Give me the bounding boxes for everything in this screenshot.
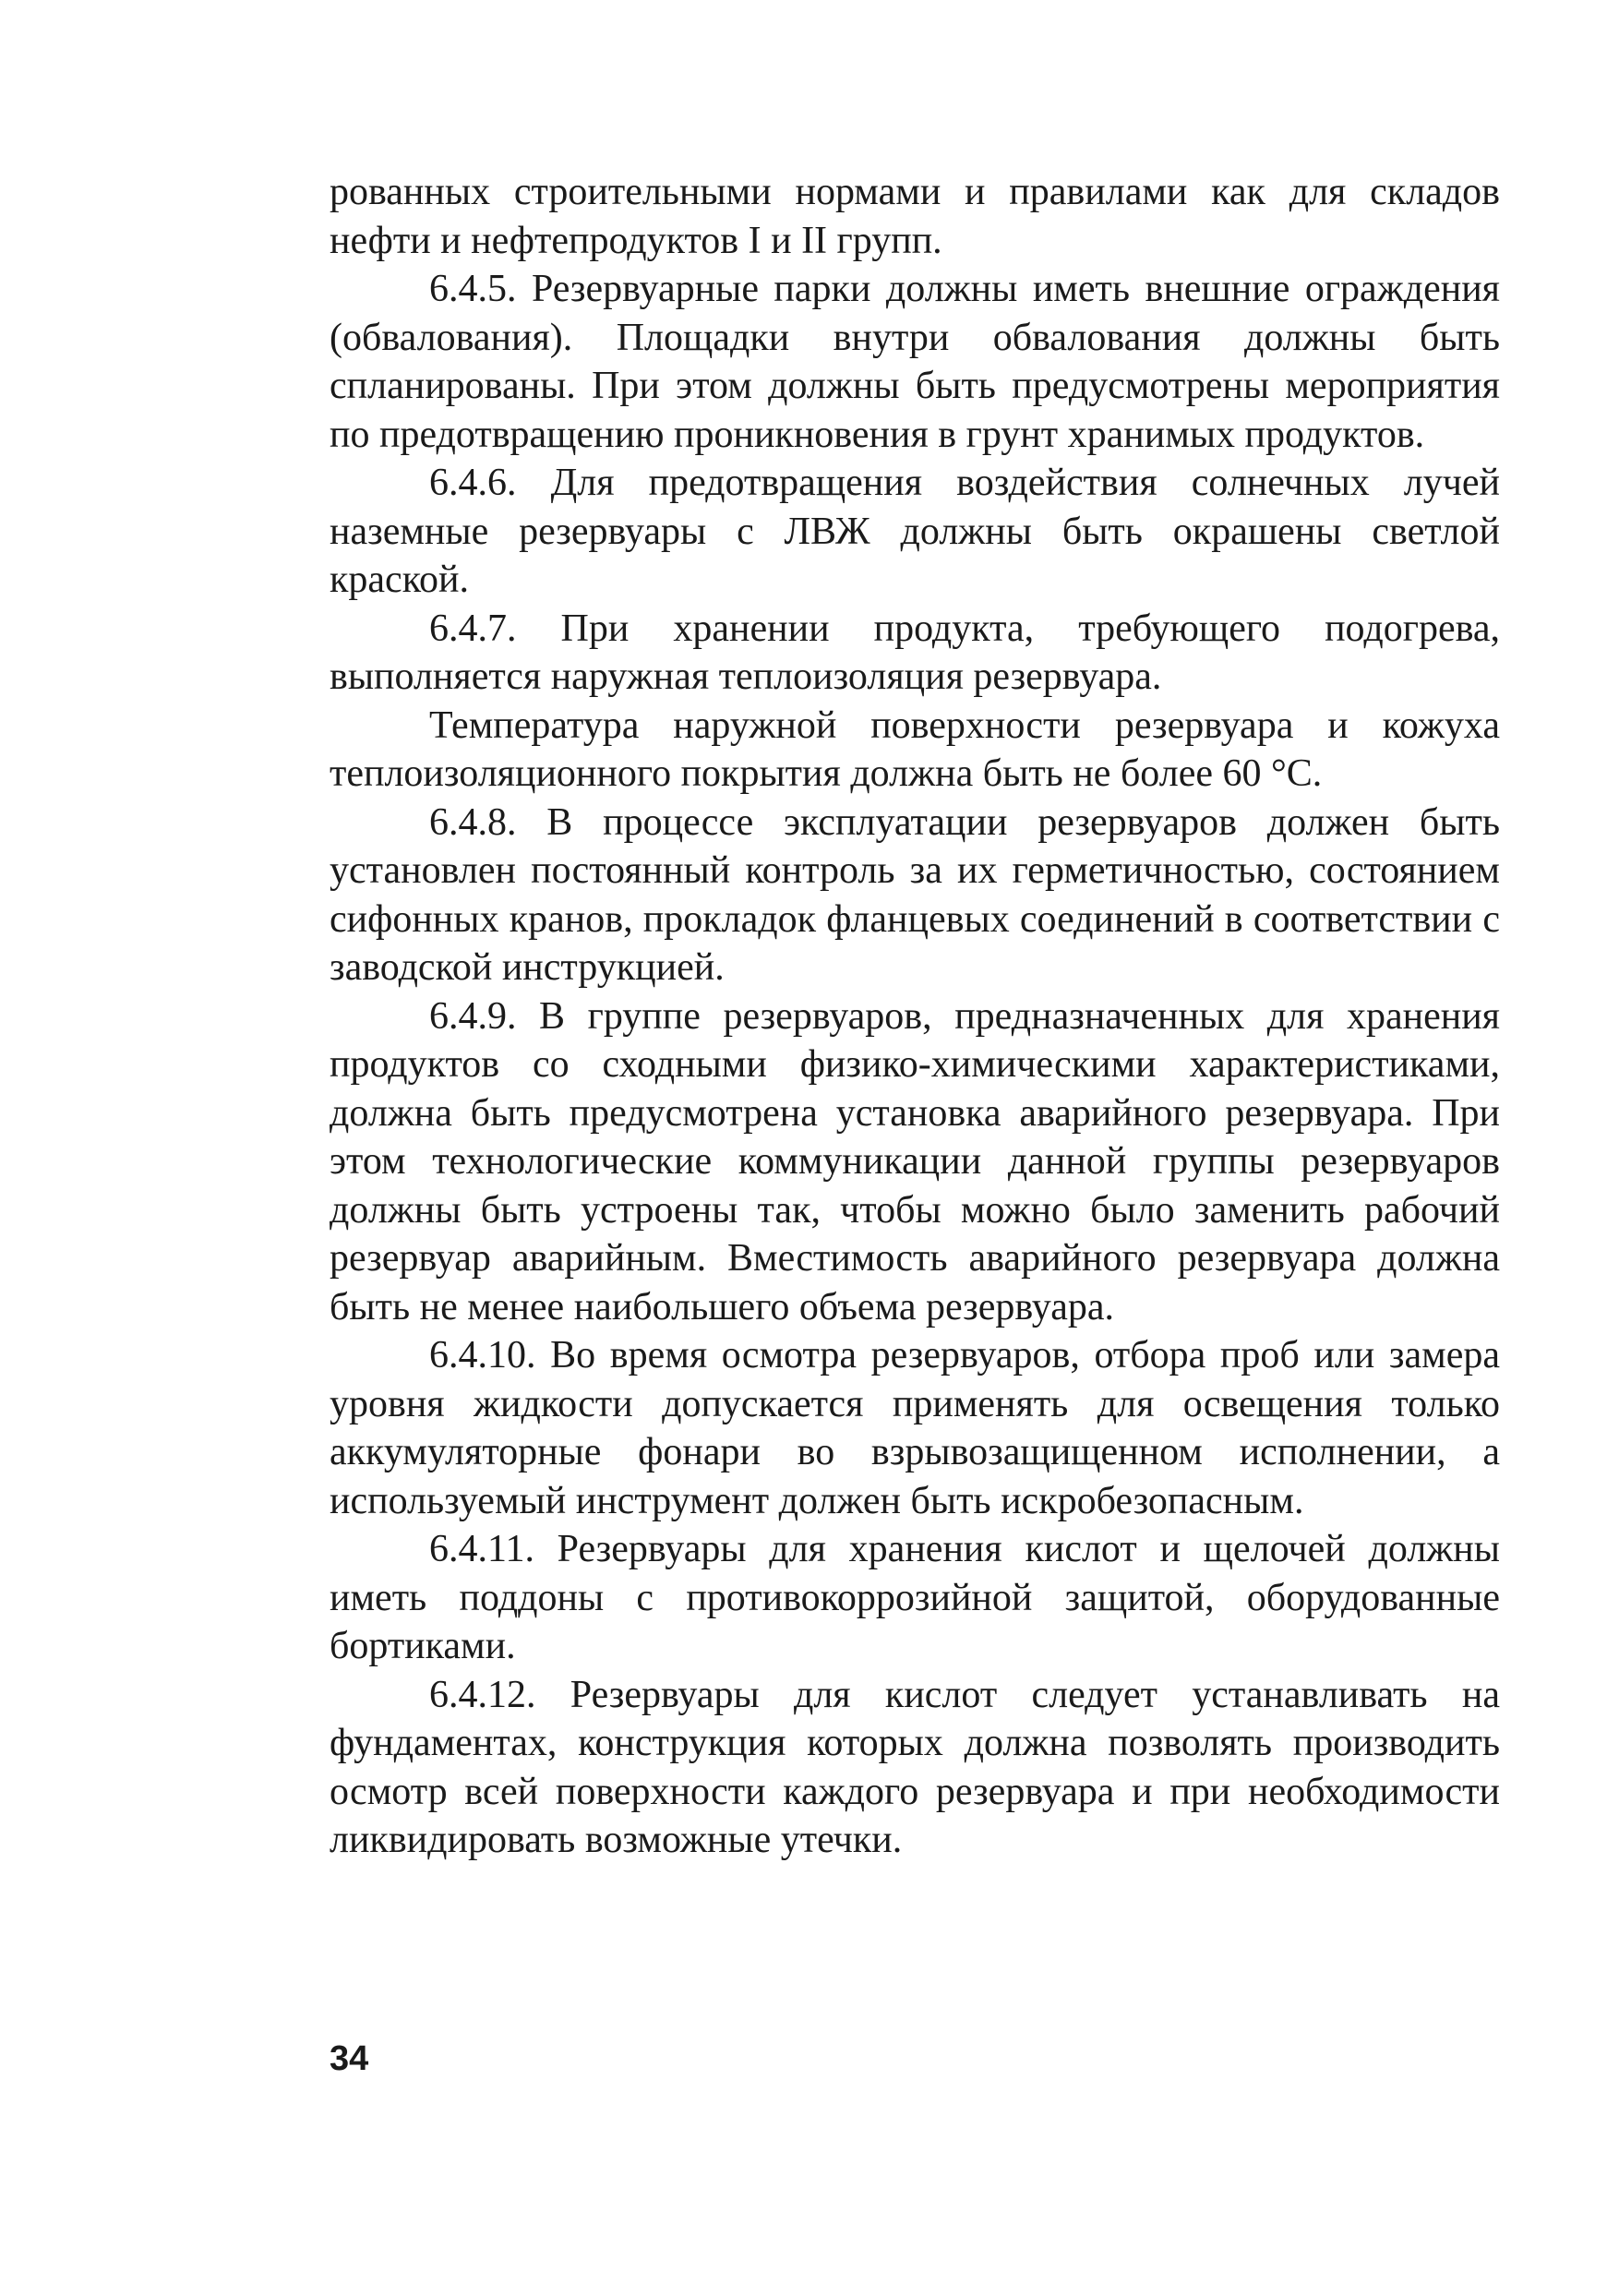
paragraph-6-4-8: 6.4.8. В процессе эксплуатации резервуаров должен быть установлен постоянный контроль за их герметичностью, состоянием сифонных кранов, прокладок фланцевых соединений в соответствии с заводской инструкцией. [330,800,1500,989]
paragraph-temperature: Температура наружной поверхности резервуара и кожуха теплоизоляционного покрытия должна быть не более 60 °С. [330,703,1500,795]
paragraph-6-4-11: 6.4.11. Резервуары для хранения кислот и щелочей должны иметь поддоны с противокоррозийной защитой, оборудованные бортиками. [330,1528,1500,1667]
paragraph-continuation: рованных строительными нормами и правилами как для складов нефти и нефтепродуктов I и II групп. [330,171,1500,262]
paragraph-6-4-6: 6.4.6. Для предотвращения воздействия солнечных лучей наземные резервуары с ЛВЖ должны быть окрашены светлой краской. [330,462,1500,601]
page-number: 34 [330,2039,369,2078]
body-text [330,168,1500,1865]
paragraph-6-4-9: 6.4.9. В группе резервуаров, предназначенных для хранения продуктов со сходными физико-химическими характеристиками, должна быть предусмотрена установка аварийного резервуара. При этом технологические коммуникации данной группы резервуаров должны быть устроены так, чтобы можно было заменить рабочий резервуар аварийным. Вместимость аварийного резервуара должна быть не менее наибольшего объема резервуара. [330,994,1500,1328]
paragraph-6-4-12: 6.4.12. Резервуары для кислот следует устанавливать на фундаментах, конструкция которых должна позволять производить осмотр всей поверхности каждого резервуара и при необходимости ликвидировать возможные утечки. [330,1673,1500,1861]
paragraph-6-4-7: 6.4.7. При хранении продукта, требующего подогрева, выполняется наружная теплоизоляция резервуара. [330,607,1500,698]
paragraph-6-4-5: 6.4.5. Резервуарные парки должны иметь внешние ограждения (обвалования). Площадки внутри обвалования должны быть спланированы. При этом должны быть предусмотрены мероприятия по предотвращению проникновения в грунт хранимых продуктов. [330,268,1500,456]
paragraph-6-4-10: 6.4.10. Во время осмотра резервуаров, отбора проб или замера уровня жидкости допускается применять для освещения только аккумуляторные фонари во взрывозащищенном исполнении, а используемый инструмент должен быть искробезопасным. [330,1334,1500,1522]
